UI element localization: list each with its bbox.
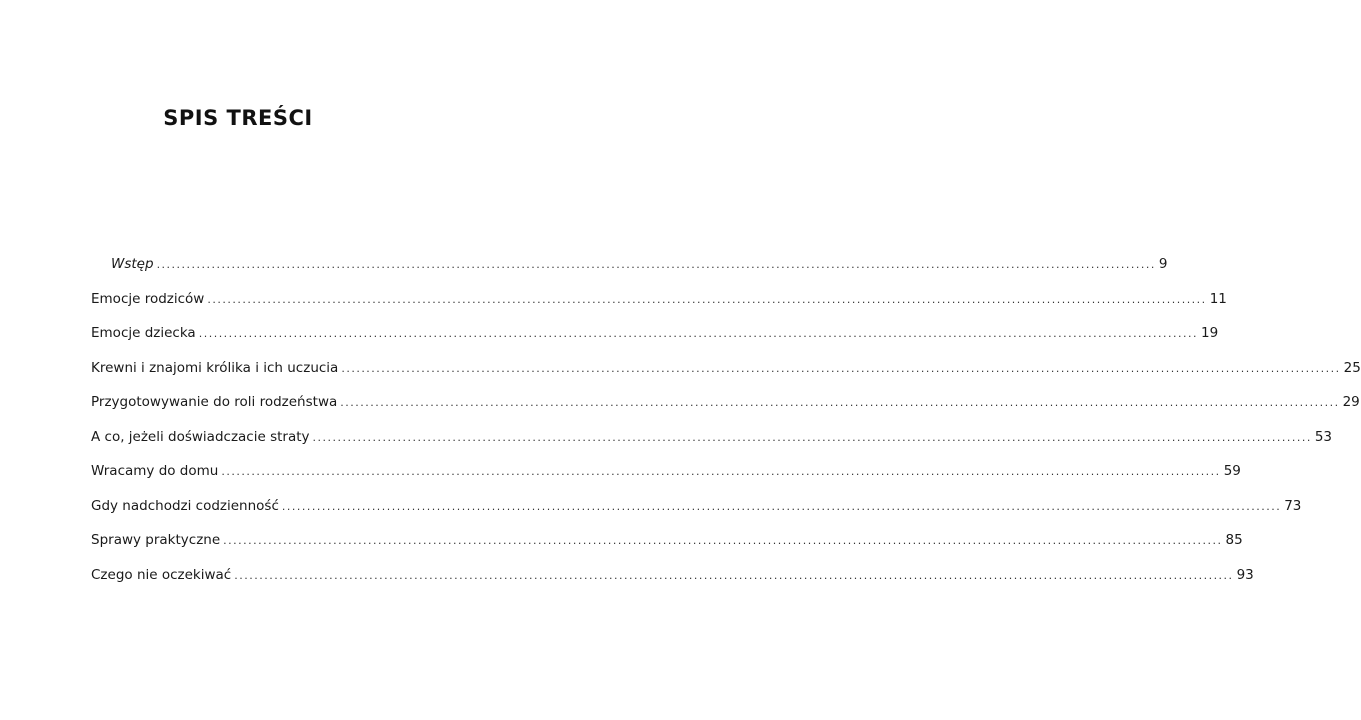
toc-entry — [91, 290, 1227, 313]
toc-entry-page: 53 — [1314, 428, 1333, 445]
toc-entry — [91, 359, 1361, 382]
dot-leader: ........................................................................................................................................................................................................ — [312, 430, 1312, 444]
toc-entry-page: 59 — [1223, 463, 1241, 479]
toc-entry — [111, 256, 1168, 278]
dot-leader: ........................................................................................................................................................................................................ — [156, 258, 1156, 271]
toc-entry-page: 19 — [1201, 325, 1219, 341]
toc-entry-title: Przygotowywanie do roli rodzeństwa — [91, 394, 338, 410]
toc-entry-title: A co, jeżeli doświadczacie straty — [91, 428, 310, 445]
dot-leader: ........................................................................................................................................................................................................ — [198, 327, 1199, 340]
toc-entry — [91, 428, 1333, 451]
toc-entry — [91, 497, 1302, 520]
toc-entry-title: Krewni i znajomi królika i ich uczucia — [91, 359, 339, 376]
toc-entry-page: 73 — [1284, 497, 1302, 514]
toc-entry-title: Sprawy praktyczne — [91, 532, 221, 548]
toc-entry-page: 85 — [1225, 532, 1243, 548]
toc-entry — [91, 325, 1219, 347]
toc-entry-title: Czego nie oczekiwać — [91, 566, 232, 583]
toc-entry — [91, 532, 1243, 554]
toc-entry-page: 93 — [1236, 566, 1254, 583]
dot-leader: ........................................................................................................................................................................................................ — [281, 499, 1282, 513]
dot-leader: ........................................................................................................................................................................................................ — [341, 361, 1341, 375]
page-title: SPIS TREŚCI — [163, 106, 313, 130]
toc-entry — [91, 463, 1241, 485]
toc-entry-title: Emocje dziecka — [91, 325, 196, 341]
toc-entry-page: 25 — [1343, 359, 1361, 376]
dot-leader: ........................................................................................................................................................................................................ — [340, 396, 1340, 409]
toc-entry-page: 29 — [1342, 394, 1360, 410]
toc-entry-title: Wstęp — [111, 256, 154, 272]
toc-entry-title: Wracamy do domu — [91, 463, 219, 479]
toc-entry-title: Emocje rodziców — [91, 290, 205, 307]
toc-entry — [91, 394, 1360, 416]
toc-entry-title: Gdy nadchodzi codzienność — [91, 497, 279, 514]
toc-entry-page: 11 — [1209, 290, 1227, 307]
dot-leader: ........................................................................................................................................................................................................ — [207, 292, 1207, 306]
toc-entry — [91, 566, 1254, 589]
dot-leader: ........................................................................................................................................................................................................ — [223, 534, 1223, 547]
dot-leader: ........................................................................................................................................................................................................ — [234, 568, 1234, 582]
dot-leader: ........................................................................................................................................................................................................ — [221, 465, 1221, 478]
toc-entry-page: 9 — [1158, 256, 1168, 272]
